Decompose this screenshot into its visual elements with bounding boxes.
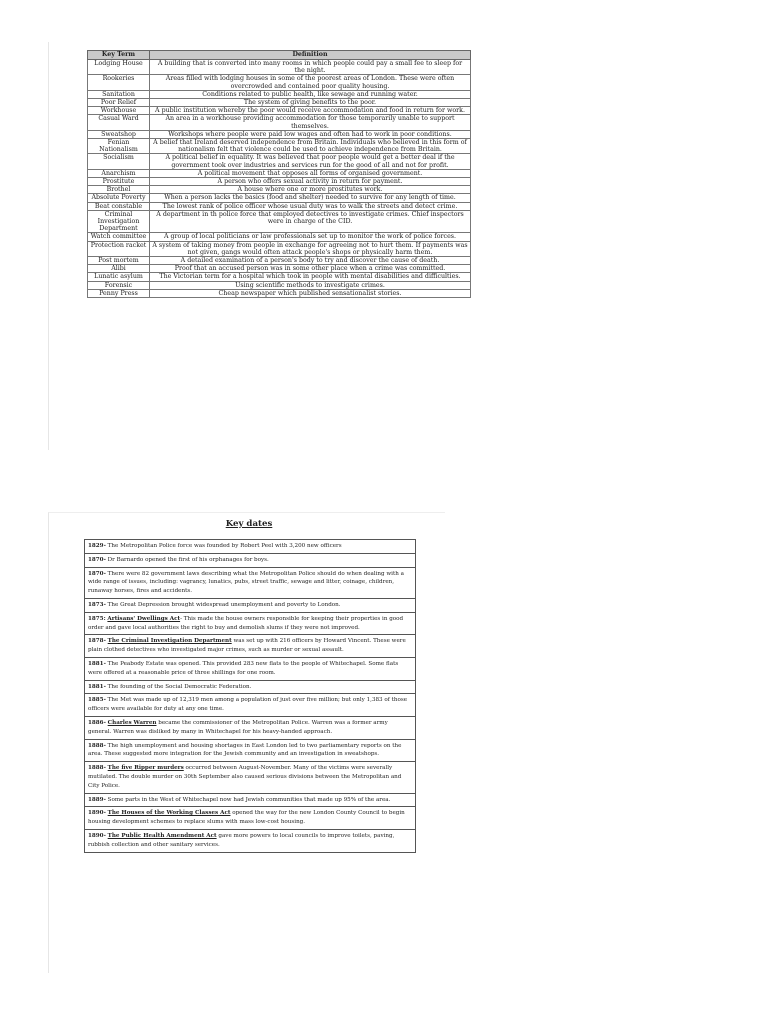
definition-cell: The system of giving benefits to the poor. <box>150 99 471 107</box>
definition-cell: Cheap newspaper which published sensationalist stories. <box>150 289 471 297</box>
key-term-cell: Penny Press <box>88 289 150 297</box>
key-date-year: 1889- <box>88 796 106 803</box>
key-term-cell: Alibi <box>88 265 150 273</box>
key-date-entry <box>85 762 415 793</box>
key-term-row <box>88 154 471 169</box>
key-date-year: 1888- <box>88 765 106 772</box>
key-date-text: There were 82 government laws describing what the Metropolitan Police should do when dealing with a wide range of issues, including: vagrancy, lunatics, pubs, street traffic, sewage and litter, coinage, children, runaway horses, fires and accidents. <box>88 570 404 595</box>
definition-cell: A system of taking money from people in exchange for agreeing not to hurt them. If payments was not given, gangs would often attack people's shops or physically harm them. <box>150 241 471 256</box>
key-date-highlight: The Criminal Investigation Department <box>107 638 232 645</box>
key-date-text: was set up with 216 officers by Howard Vincent. These were plain clothed detectives who investigated major crimes, such as murder or sexual assault. <box>88 638 406 654</box>
key-term-cell: Poor Relief <box>88 99 150 107</box>
definition-cell: Workshops where people were paid low wages and often had to work in poor conditions. <box>150 130 471 138</box>
key-term-row <box>88 281 471 289</box>
key-date-entry <box>85 794 415 808</box>
key-term-cell: Lunatic asylum <box>88 273 150 281</box>
definition-cell: Areas filled with lodging houses in some of the poorest areas of London. These were often overcrowded and contained poor quality housing. <box>150 75 471 90</box>
definition-cell: A belief that Ireland deserved independence from Britain. Individuals who believed in this form of nationalism felt that violence could be used to achieve independence from Britain. <box>150 139 471 154</box>
key-date-entry <box>85 740 415 763</box>
key-date-text: became the commissioner of the Metropolitan Police. Warren was a former army general. Warren was disliked by many in Whitechapel for his heavy-handed approach. <box>88 719 388 735</box>
key-term-row <box>88 90 471 98</box>
key-term-row <box>88 241 471 256</box>
key-term-cell: Forensic <box>88 281 150 289</box>
definition-cell: A department in th police force that employed detectives to investigate crimes. Chief inspectors were in charge of the CID. <box>150 210 471 233</box>
key-date-text: occurred between August-November. Many of the victims were severally mutilated. The double murder on 30th September also caused serious divisions between the Metropolitan and City Police. <box>88 765 402 789</box>
key-term-cell: Socialism <box>88 154 150 169</box>
key-date-entry <box>85 681 415 695</box>
definition-cell: The lowest rank of police officer whose usual duty was to walk the streets and detect crime. <box>150 202 471 210</box>
key-term-row <box>88 202 471 210</box>
key-term-row <box>88 210 471 233</box>
key-date-year: 1890- <box>88 810 106 817</box>
key-term-row <box>88 130 471 138</box>
key-term-row <box>88 178 471 186</box>
key-date-text: The founding of the Social Democratic Federation. <box>105 683 252 690</box>
key-date-year: 1875: <box>88 615 106 622</box>
key-date-entry <box>85 807 415 830</box>
key-date-entry <box>85 599 415 613</box>
key-date-text: The Metropolitan Police force was founded by Robert Peel with 3,200 new officers <box>105 543 342 549</box>
key-term-cell: Protection racket <box>88 241 150 256</box>
key-term-row <box>88 75 471 90</box>
key-dates-page <box>48 512 445 973</box>
key-term-cell: Absolute Poverty <box>88 194 150 202</box>
key-term-cell: Post mortem <box>88 257 150 265</box>
key-date-entry <box>85 635 415 658</box>
key-date-text: Dr Barnardo opened the first of his orphanages for boys. <box>105 556 269 563</box>
key-date-year: 1888- <box>88 742 106 749</box>
key-date-year: 1886- <box>88 719 106 726</box>
key-date-entry <box>85 694 415 717</box>
key-date-text: The Met was made up of 12,319 men among a population of just over five million; but only 1,383 of those officers were available for duty at any one time. <box>88 697 408 713</box>
definition-cell: A detailed examination of a person's body to try and discover the cause of death. <box>150 257 471 265</box>
key-date-year: 1881- <box>88 660 106 667</box>
key-date-year: 1890- <box>88 832 106 839</box>
key-term-row <box>88 257 471 265</box>
key-term-row <box>88 60 471 75</box>
key-term-cell: Workhouse <box>88 107 150 115</box>
key-term-cell: Lodging House <box>88 60 150 75</box>
key-term-cell: Brothel <box>88 186 150 194</box>
key-term-row <box>88 107 471 115</box>
key-term-cell: Sanitation <box>88 90 150 98</box>
key-date-text: Some parts in the West of Whitechapel now had Jewish communities that made up 95% of the area. <box>105 796 391 803</box>
key-term-row <box>88 265 471 273</box>
definition-cell: A person who offers sexual activity in return for payment. <box>150 178 471 186</box>
key-terms-header-row <box>88 51 471 60</box>
key-date-highlight: The Houses of the Working Classes Act <box>107 810 231 817</box>
key-date-highlight: Charles Warren <box>107 719 157 726</box>
key-date-entry <box>85 658 415 681</box>
key-date-text: gave more powers to local councils to improve toilets, paving, rubbish collection and other sanitary services. <box>88 832 395 848</box>
key-terms-page <box>48 42 468 450</box>
key-date-entry <box>85 540 415 554</box>
key-date-entry <box>85 830 415 852</box>
key-dates-list <box>84 539 416 853</box>
key-date-text: opened the way for the new London County Council to begin housing development schemes to replace slums with mass low-cost housing. <box>88 810 405 826</box>
key-date-year: 1881- <box>88 683 106 690</box>
definition-cell: Using scientific methods to investigate crimes. <box>150 281 471 289</box>
key-term-row <box>88 289 471 297</box>
key-term-cell: Prostitute <box>88 178 150 186</box>
key-date-highlight: The Public Health Amendment Act <box>107 832 217 839</box>
key-term-cell: Anarchism <box>88 169 150 177</box>
definition-cell: A group of local politicians or law professionals set up to monitor the work of police forces. <box>150 233 471 241</box>
key-terms-table <box>87 50 471 298</box>
key-term-row <box>88 115 471 130</box>
key-date-text: The Peabody Estate was opened. This provided 283 new flats to the people of Whitechapel. Some flats were offered at a reasonable price of three shillings for one room. <box>88 660 399 676</box>
definition-cell: A public institution whereby the poor would receive accommodation and food in return for work. <box>150 107 471 115</box>
definition-cell: A political belief in equality. It was believed that poor people would get a better deal if the government took over industries and services run for the good of all and not for profit. <box>150 154 471 169</box>
definition-cell: Conditions related to public health, like sewage and running water. <box>150 90 471 98</box>
key-term-row <box>88 194 471 202</box>
definition-cell: Proof that an accused person was in some other place when a crime was committed. <box>150 265 471 273</box>
key-date-year: 1829- <box>88 543 106 549</box>
definition-cell: A building that is converted into many rooms in which people could pay a small fee to sleep for the night. <box>150 60 471 75</box>
key-dates-title: Key dates <box>225 519 273 529</box>
key-term-row <box>88 273 471 281</box>
key-term-cell: Watch committee <box>88 233 150 241</box>
key-date-text: The high unemployment and housing shortages in East London led to two parliamentary reports on the area. These suggested more integration for the Jewish community and an investigation in sweatshops. <box>88 742 402 758</box>
key-term-cell: Criminal Investigation Department <box>88 210 150 233</box>
definition-header: Definition <box>150 51 471 60</box>
key-date-year: 1885- <box>88 697 106 704</box>
definition-cell: The Victorian term for a hospital which took in people with mental disabilities and difficulties. <box>150 273 471 281</box>
key-date-year: 1878- <box>88 638 106 645</box>
key-term-row <box>88 233 471 241</box>
key-date-year: 1870- <box>88 570 106 577</box>
key-date-year: 1873- <box>88 601 106 608</box>
definition-cell: An area in a workhouse providing accommodation for those temporarily unable to support themselves. <box>150 115 471 130</box>
key-term-header: Key Term <box>88 51 150 60</box>
key-term-cell: Sweatshop <box>88 130 150 138</box>
key-term-cell: Fenian Nationalism <box>88 139 150 154</box>
key-term-row <box>88 186 471 194</box>
key-term-row <box>88 139 471 154</box>
key-term-cell: Rookeries <box>88 75 150 90</box>
definition-cell: When a person lacks the basics (food and shelter) needed to survive for any length of time. <box>150 194 471 202</box>
key-date-text: The Great Depression brought widespread unemployment and poverty to London. <box>105 601 341 608</box>
key-term-cell: Beat constable <box>88 202 150 210</box>
key-date-entry <box>85 554 415 568</box>
definition-cell: A political movement that opposes all forms of organised government. <box>150 169 471 177</box>
key-date-year: 1870- <box>88 556 106 563</box>
key-term-row <box>88 169 471 177</box>
key-date-entry <box>85 717 415 740</box>
key-date-highlight: Artisans' Dwellings Act <box>107 615 181 622</box>
key-date-entry <box>85 613 415 636</box>
key-term-cell: Casual Ward <box>88 115 150 130</box>
key-term-row <box>88 99 471 107</box>
key-date-text: - This made the house owners responsible for keeping their properties in good order and gave local authorities the right to buy and demolish slums if they were not improved. <box>88 615 404 631</box>
key-date-highlight: The five Ripper murders <box>107 765 184 772</box>
key-date-entry <box>85 568 415 599</box>
definition-cell: A house where one or more prostitutes work. <box>150 186 471 194</box>
key-terms-body <box>88 60 471 298</box>
